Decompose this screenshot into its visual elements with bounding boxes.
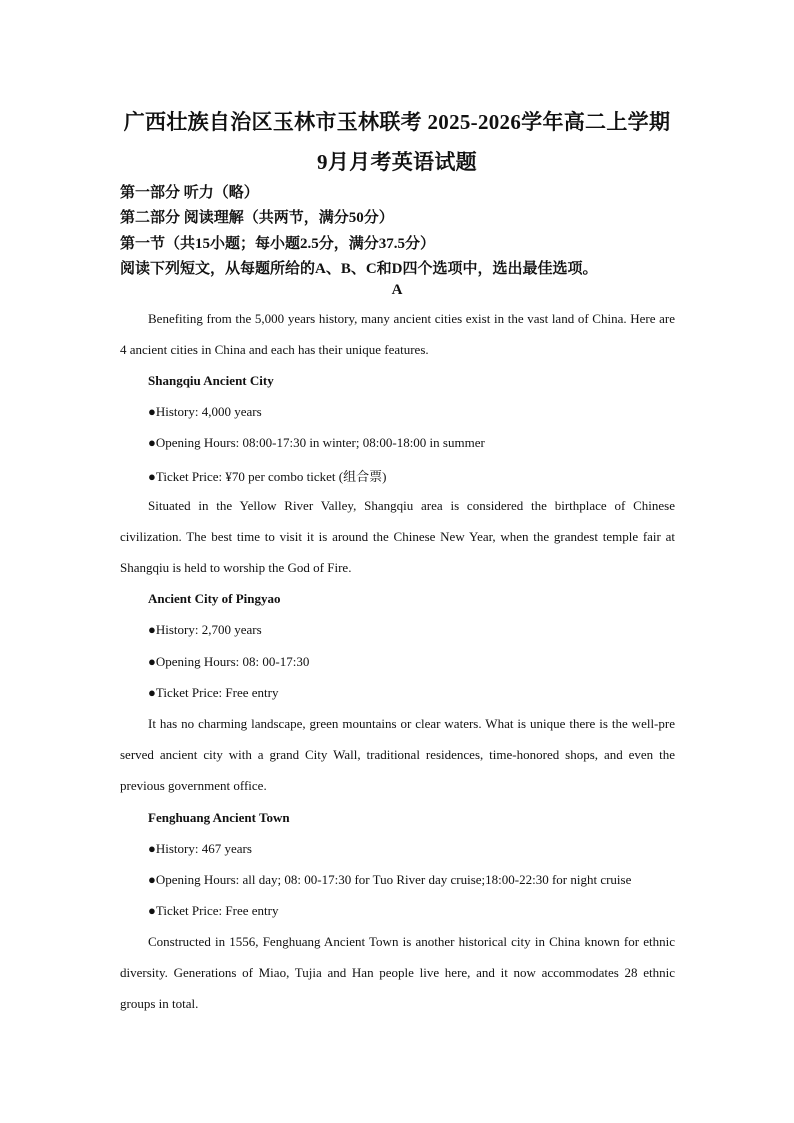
document-title-line-1: 广西壮族自治区玉林市玉林联考 2025-2026学年高二上学期 bbox=[123, 110, 671, 134]
city-hours-fenghuang: ●Opening Hours: all day; 08: 00-17:30 for Tuo River day cruise;18:00-22:30 for night cruise bbox=[148, 872, 632, 887]
city-name-pingyao: Ancient City of Pingyao bbox=[148, 591, 281, 606]
document-title-line-2: 9月月考英语试题 bbox=[317, 150, 477, 174]
city-desc-shangqiu: Situated in the Yellow River Valley, Shangqiu area is considered the birthplace of Chinese civilization. The best time to visit it is around the Chinese New Year, when the grandest temple fair at Shangqiu is held to worship the God of Fire. bbox=[120, 498, 675, 575]
city-history-pingyao: ●History: 2,700 years bbox=[148, 622, 262, 637]
city-name-shangqiu: Shangqiu Ancient City bbox=[148, 373, 274, 388]
city-hours-shangqiu: ●Opening Hours: 08:00-17:30 in winter; 08:00-18:00 in summer bbox=[148, 435, 485, 450]
city-desc-fenghuang: Constructed in 1556, Fenghuang Ancient Town is another historical city in China known for ethnic diversity. Generations of Miao, Tujia and Han people live here, and it now accommodates 28 ethnic groups in total. bbox=[120, 934, 675, 1011]
section-one-heading: 第一节（共15小题；每小题2.5分，满分37.5分） bbox=[120, 236, 436, 252]
city-price-fenghuang: ●Ticket Price: Free entry bbox=[148, 903, 279, 918]
city-hours-pingyao: ●Opening Hours: 08: 00-17:30 bbox=[148, 654, 310, 669]
city-history-fenghuang: ●History: 467 years bbox=[148, 841, 252, 856]
passage-label: A bbox=[391, 282, 403, 298]
city-name-fenghuang: Fenghuang Ancient Town bbox=[148, 810, 290, 825]
part-two-heading: 第二部分 阅读理解（共两节，满分50分） bbox=[120, 210, 394, 226]
city-desc-pingyao: It has no charming landscape, green mountains or clear waters. What is unique there is the well-pre served ancient city with a grand City Wall, traditional residences, time-honored shops, and even the previous government office. bbox=[120, 716, 675, 793]
part-one-heading: 第一部分 听力（略） bbox=[120, 185, 259, 201]
city-price-shangqiu: ●Ticket Price: ¥70 per combo ticket (组合票) bbox=[148, 469, 387, 484]
instruction-text: 阅读下列短文，从每题所给的A、B、C和D四个选项中，选出最佳选项。 bbox=[120, 261, 598, 277]
passage-intro: Benefiting from the 5,000 years history, many ancient cities exist in the vast land of China. Here are 4 ancient cities in China and each has their unique features. bbox=[120, 311, 675, 357]
city-price-pingyao: ●Ticket Price: Free entry bbox=[148, 685, 279, 700]
city-history-shangqiu: ●History: 4,000 years bbox=[148, 404, 262, 419]
